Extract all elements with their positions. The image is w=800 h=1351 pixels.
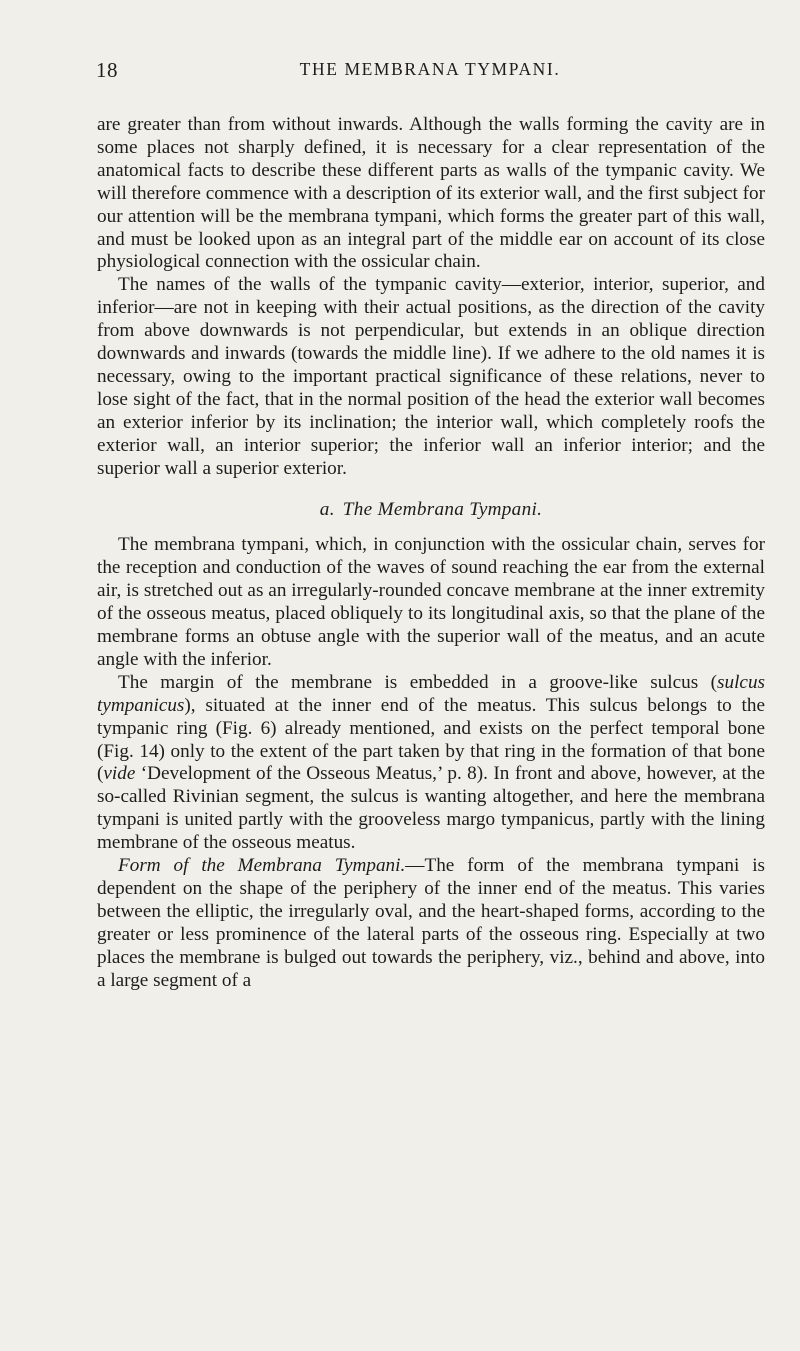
running-title: THE MEMBRANA TYMPANI. [299, 59, 561, 79]
paragraph-margin-sulcus [97, 672, 765, 855]
section-title: The Membrana Tympani. [342, 498, 543, 520]
text-run: —The form of the membrana tympani is dependent on the shape of the periphery of the inner end of the meatus. This varies between the elliptic, the irregularly oval, and the heart-shaped forms, according to the greater or less prominence of the lateral parts of the osseous ring. Especially at two places the membrane is bulged out towards the periphery, viz., behind and above, into a large segment of a [97, 855, 765, 991]
body-text [97, 114, 765, 993]
italic-term-sulcus: sulcus tympanicus [97, 671, 765, 716]
text-run: ‘Development of the Osseous Meatus,’ p. 8). In front and above, however, at the so-called Rivinian segment, the sulcus is wanting altogether, and here the membrana tympani is united partly with the grooveless margo tympanicus, partly with the lining membrane of the osseous meatus. [97, 763, 765, 854]
section-heading [97, 499, 765, 522]
paragraph-form [97, 855, 765, 992]
paragraph-wall-names: The names of the walls of the tympanic cavity—exterior, interior, superior, and inferior—are not in keeping with their actual positions, as the direction of the cavity from above downwards is not perpendicular, but extends in an oblique direction downwards and inwards (towards the middle line). If we adhere to the old names it is necessary, owing to the important practical significance of these relations, never to lose sight of the fact, that in the normal position of the head the exterior wall becomes an exterior inferior by its inclination; the interior wall, which completely roofs the exterior wall, an interior superior; the inferior wall an inferior interior; and the superior wall a superior exterior. [97, 274, 765, 479]
paragraph-membrane-description: The membrana tympani, which, in conjunction with the ossicular chain, serves for the reception and conduction of the waves of sound reaching the ear from the external air, is stretched out as an irregularly-rounded concave membrane at the inner extremity of the osseous meatus, placed obliquely to its longitudinal axis, so that the plane of the membrane forms an obtuse angle with the superior wall of the meatus, and an acute angle with the inferior. [97, 534, 765, 670]
italic-run-in-heading: Form of the Membrana Tympani. [118, 855, 406, 877]
section-letter: a. [319, 498, 335, 520]
italic-term-vide: vide [103, 763, 136, 785]
page-number: 18 [96, 58, 118, 82]
running-head [96, 58, 764, 88]
text-run: The margin of the membrane is embedded in a groove-like sulcus ( [118, 671, 718, 693]
paragraph-continuation: are greater than from without inwards. Although the walls forming the cavity are in some places not sharply defined, it is necessary for a clear representation of the anatomical facts to describe these different parts as walls of the tympanic cavity. We will therefore commence with a description of its exterior wall, and the first subject for our attention will be the membrana tympani, which forms the greater part of this wall, and must be looked upon as an integral part of the middle ear on account of its close physiological connection with the ossicular chain. [97, 114, 765, 273]
text-run: ), situated at the inner end of the meatus. This sulcus belongs to the tympanic ring (Fig. 6) already mentioned, and exists on the perfect temporal bone (Fig. 14) only to the extent of the part taken by that ring in the formation of that bone ( [97, 694, 765, 785]
